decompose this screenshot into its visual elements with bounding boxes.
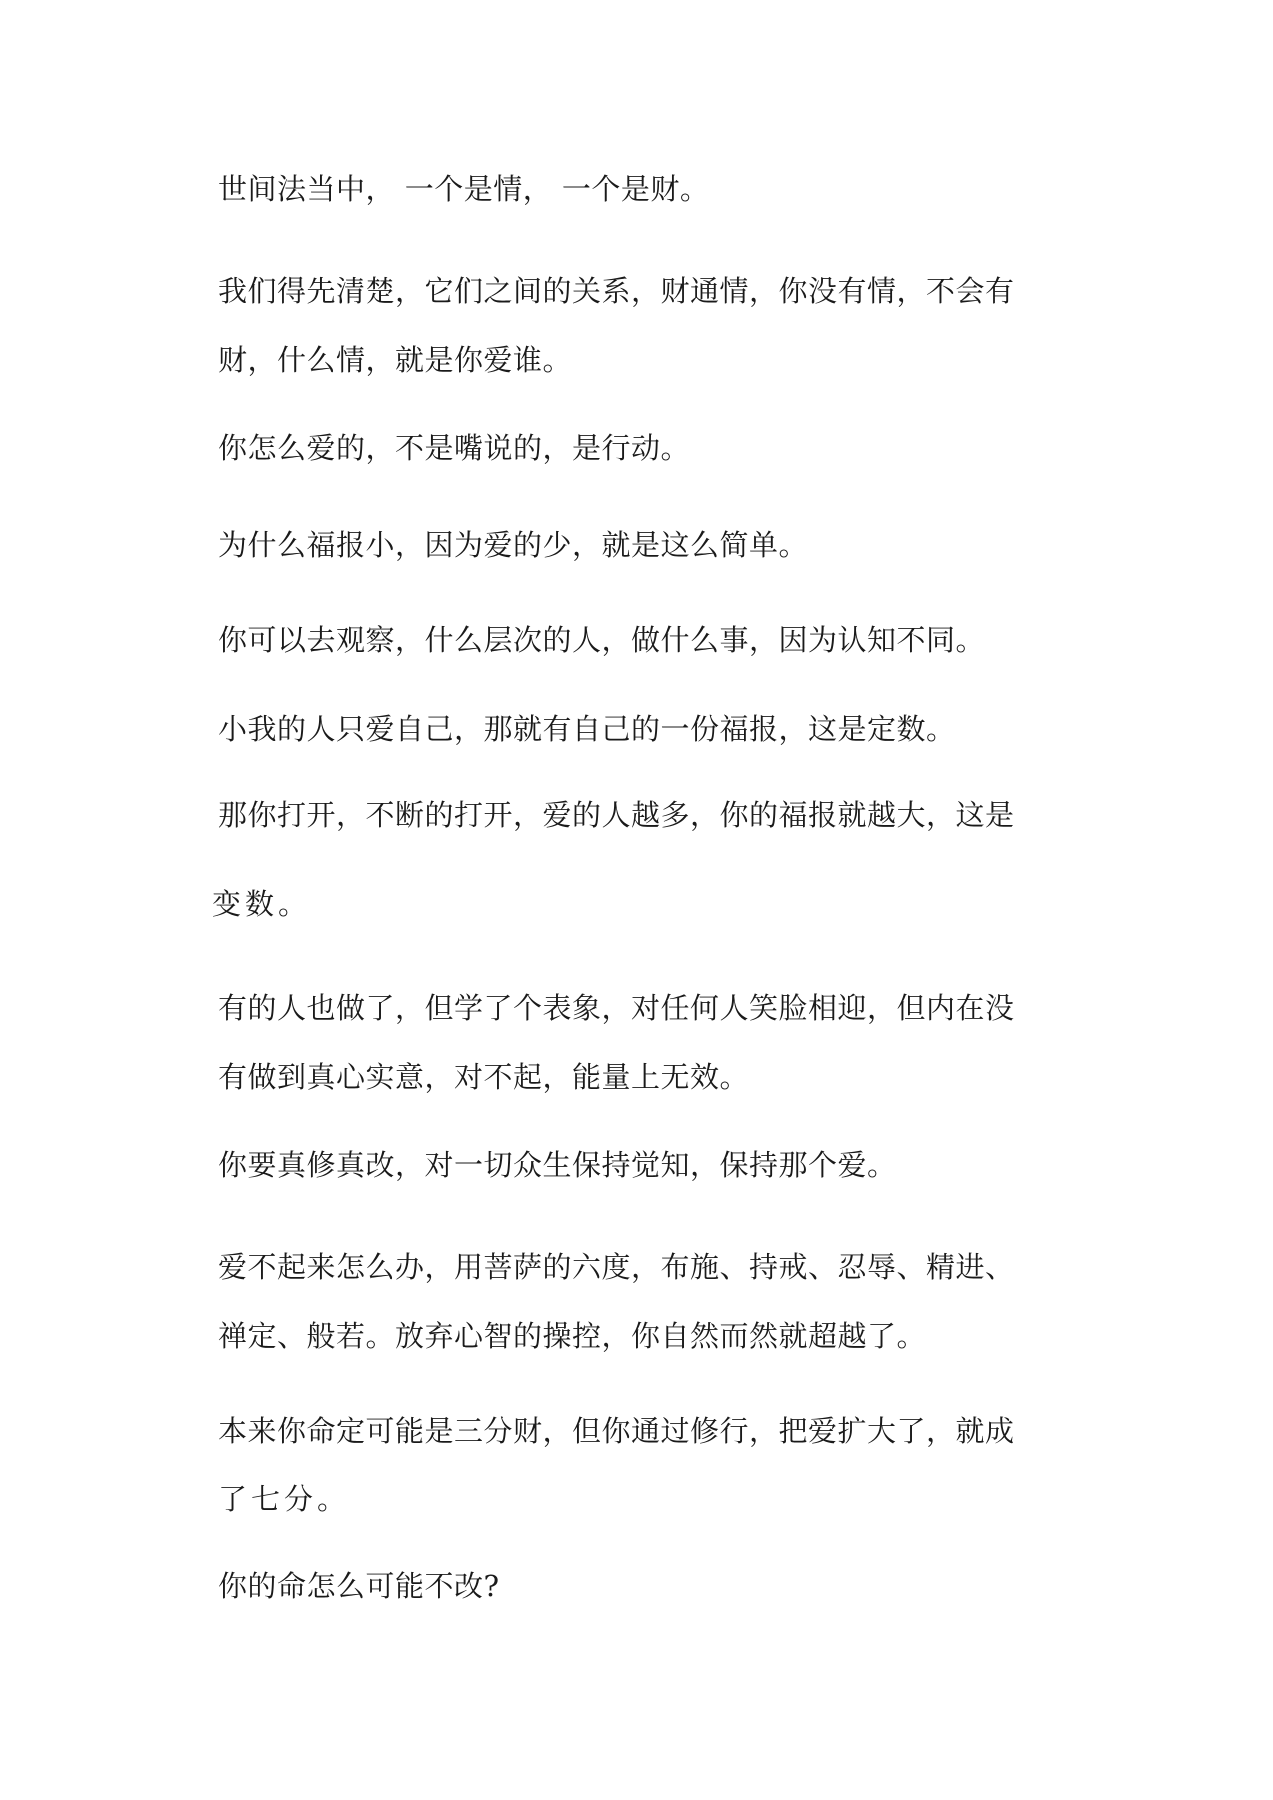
text-line: 有的人也做了，但学了个表象，对任何人笑脸相迎，但内在没 — [218, 991, 1015, 1025]
text-line: 你要真修真改，对一切众生保持觉知，保持那个爱。 — [218, 1148, 897, 1182]
text-line: 禅定、般若。放弃心智的操控，你自然而然就超越了。 — [218, 1319, 927, 1353]
text-line: 了七分。 — [218, 1482, 351, 1516]
text-line: 那你打开，不断的打开，爱的人越多，你的福报就越大，这是 — [218, 798, 1015, 832]
text-line: 你可以去观察，什么层次的人，做什么事，因为认知不同。 — [218, 623, 986, 657]
text-line: 你怎么爱的，不是嘴说的，是行动。 — [218, 431, 691, 465]
text-line: 为什么福报小，因为爱的少，就是这么简单。 — [218, 528, 809, 562]
text-line: 本来你命定可能是三分财，但你通过修行，把爱扩大了，就成 — [218, 1414, 1015, 1448]
text-line: 世间法当中， 一个是情， 一个是财。 — [218, 172, 710, 206]
text-line: 变数。 — [212, 887, 312, 921]
text-line: 你的命怎么可能不改? — [218, 1569, 500, 1603]
text-line: 有做到真心实意，对不起，能量上无效。 — [218, 1060, 750, 1094]
text-line: 财，什么情，就是你爱谁。 — [218, 343, 573, 377]
text-line: 爱不起来怎么办，用菩萨的六度，布施、持戒、忍辱、精进、 — [218, 1250, 1015, 1284]
text-line: 我们得先清楚，它们之间的关系，财通情，你没有情，不会有 — [218, 274, 1015, 308]
text-line: 小我的人只爱自己，那就有自己的一份福报，这是定数。 — [218, 712, 956, 746]
